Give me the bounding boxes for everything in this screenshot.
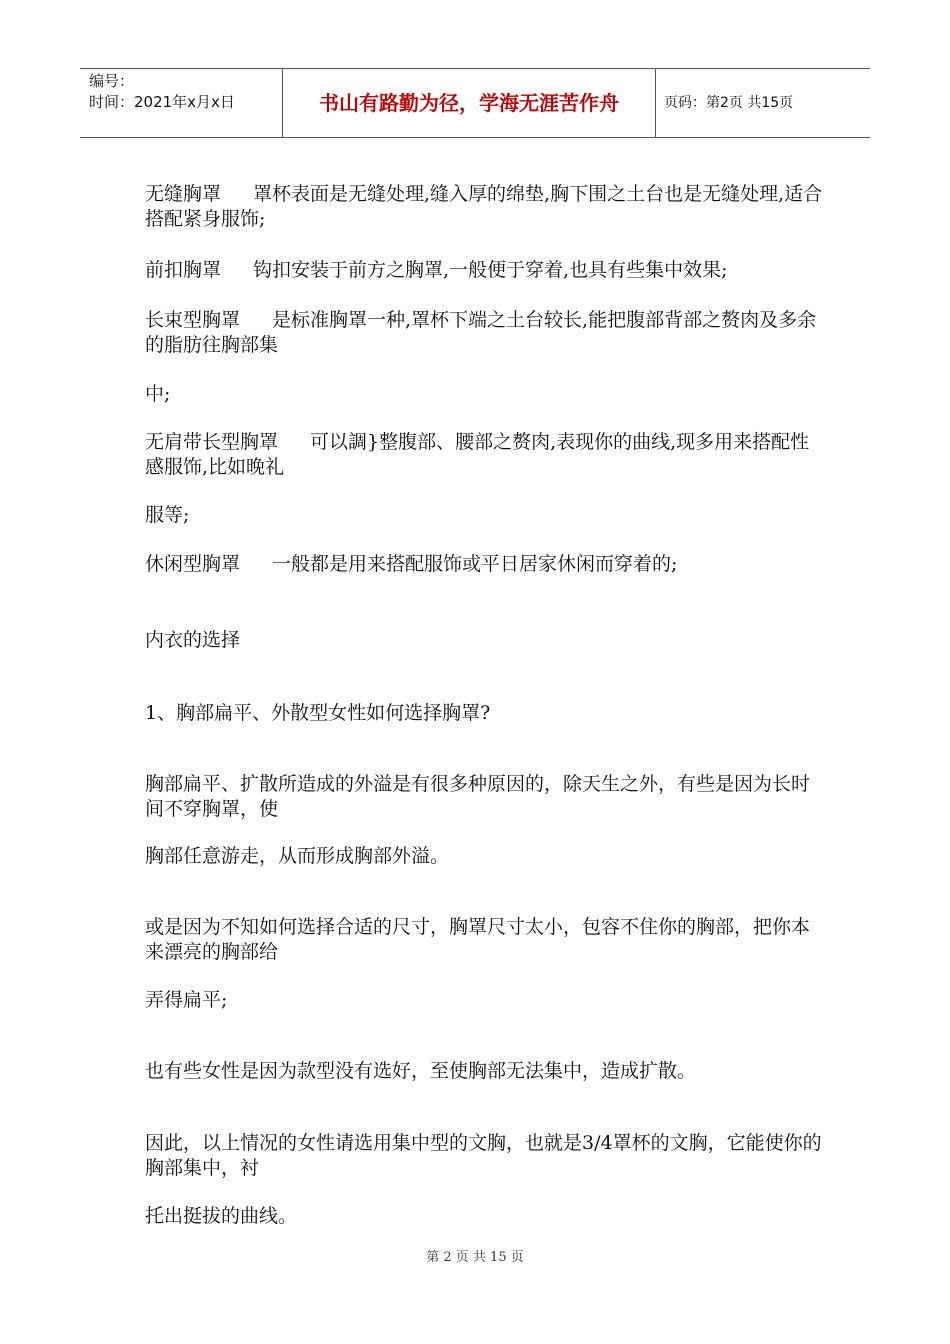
term: 无肩带长型胸罩 bbox=[145, 431, 279, 453]
paragraph bbox=[145, 552, 677, 577]
question-heading bbox=[145, 701, 490, 726]
page-footer: 第 2 页 共 15 页 bbox=[426, 1250, 524, 1265]
paragraph-text: 内衣的选择 bbox=[145, 629, 241, 651]
paragraph bbox=[145, 844, 449, 869]
paragraph-text: 弄得扁平; bbox=[145, 989, 228, 1011]
paragraph bbox=[145, 308, 825, 358]
time-label: 时间：2021年x月x日 bbox=[89, 93, 235, 111]
header-motto: 书山有路勤为径，学海无涯苦作舟 bbox=[282, 69, 656, 137]
paragraph bbox=[145, 772, 825, 822]
header-page-info: 页码：第2页 共15页 bbox=[664, 95, 794, 111]
paragraph-text: 钩扣安装于前方之胸罩,一般便于穿着,也具有些集中效果; bbox=[253, 259, 728, 281]
term: 长束型胸罩 bbox=[145, 309, 241, 331]
paragraph bbox=[145, 1131, 825, 1181]
number-label: 编号： bbox=[89, 72, 135, 90]
paragraph-text: 或是因为不知如何选择合适的尺寸，胸罩尺寸太小，包容不住你的胸部，把你本来漂亮的胸部给 bbox=[145, 916, 811, 963]
paragraph-text: 也有些女性是因为款型没有选好，至使胸部无法集中，造成扩散。 bbox=[145, 1060, 697, 1082]
paragraph bbox=[145, 915, 825, 965]
page-header bbox=[80, 68, 870, 138]
paragraph bbox=[145, 430, 825, 480]
paragraph-text: 胸部扁平、扩散所造成的外溢是有很多种原因的，除天生之外，有些是因为长时间不穿胸罩，使 bbox=[145, 773, 811, 820]
header-meta bbox=[80, 69, 282, 137]
term: 无缝胸罩 bbox=[145, 183, 222, 205]
paragraph bbox=[145, 1204, 297, 1229]
paragraph-text: 托出挺拔的曲线。 bbox=[145, 1205, 298, 1227]
paragraph bbox=[145, 503, 189, 528]
section-heading bbox=[145, 628, 240, 653]
paragraph-text: 一般都是用来搭配服饰或平日居家休闲而穿着的; bbox=[272, 553, 678, 575]
paragraph-text: 胸部任意游走，从而形成胸部外溢。 bbox=[145, 845, 450, 867]
paragraph-text: 1、胸部扁平、外散型女性如何选择胸罩? bbox=[145, 702, 491, 724]
paragraph-text: 中; bbox=[145, 383, 171, 405]
paragraph-text: 服等; bbox=[145, 504, 190, 526]
paragraph-text: 是标准胸罩一种,罩杯下端之土台较长,能把腹部背部之赘肉及多余的脂肪往胸部集 bbox=[145, 309, 817, 356]
paragraph bbox=[145, 382, 170, 407]
paragraph-text: 可以調}整腹部、腰部之赘肉,表现你的曲线,现多用来搭配性感服饰,比如晚礼 bbox=[145, 431, 810, 478]
paragraph bbox=[145, 258, 728, 283]
paragraph bbox=[145, 988, 227, 1013]
paragraph-text: 罩杯表面是无缝处理,缝入厚的绵垫,胸下围之土台也是无缝处理,适合搭配紧身服饰; bbox=[145, 183, 823, 230]
term: 休闲型胸罩 bbox=[145, 553, 241, 575]
term: 前扣胸罩 bbox=[145, 259, 222, 281]
paragraph bbox=[145, 182, 825, 232]
paragraph bbox=[145, 1059, 696, 1084]
paragraph-text: 因此，以上情况的女性请选用集中型的文胸，也就是3/4罩杯的文胸，它能使你的胸部集中，衬 bbox=[145, 1132, 822, 1179]
